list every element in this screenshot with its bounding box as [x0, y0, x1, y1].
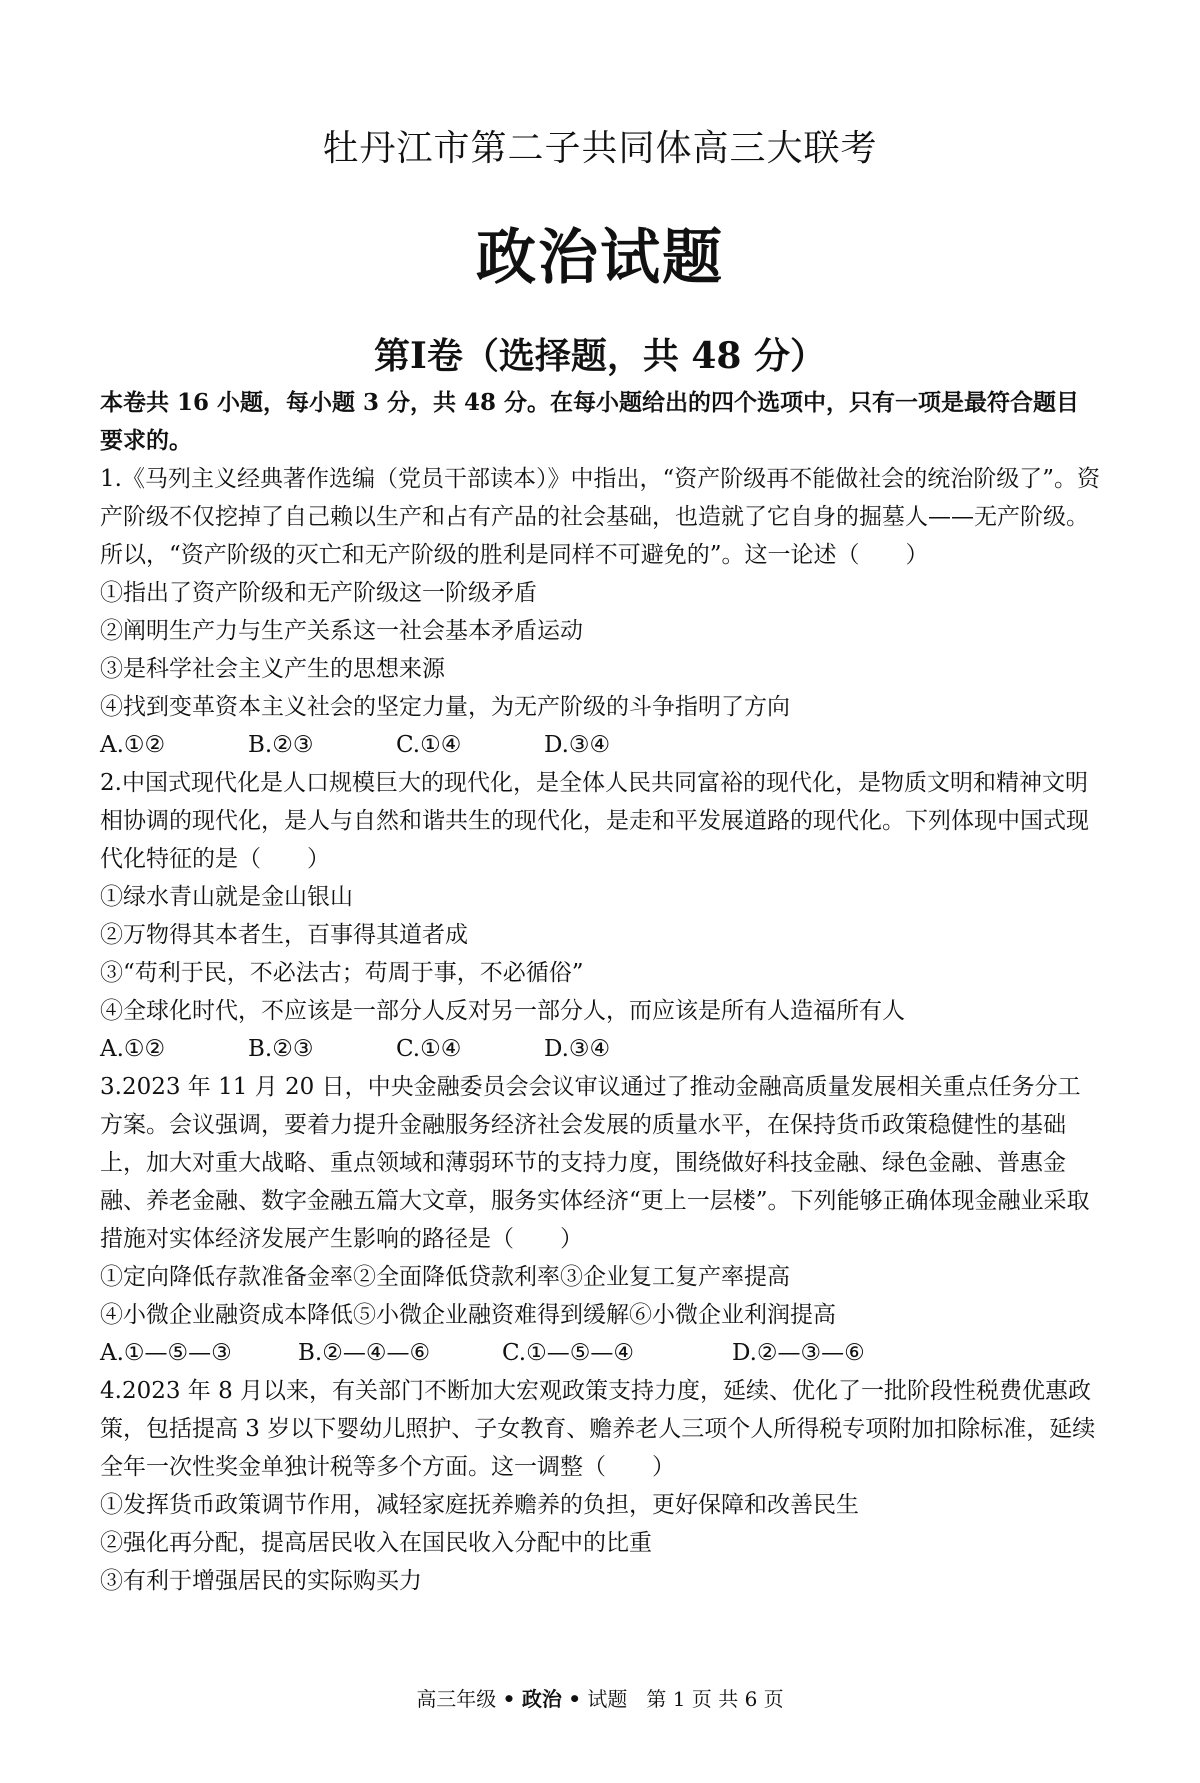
page-footer — [0, 1683, 1200, 1712]
question-item: ①定向降低存款准备金率②全面降低贷款利率③企业复工复产率提高 — [100, 1264, 790, 1290]
option-a: A.①② — [100, 1036, 166, 1062]
question-stem: 4.2023 年 8 月以来，有关部门不断加大宏观政策支持力度，延续、优化了一批阶段性税费优惠政策，包括提高 3 岁以下婴幼儿照护、子女教育、赡养老人三项个人所得税专项附加扣除标准，延续全年一次性奖金单独计税等多个方面。这一调整（ ） — [100, 1378, 1096, 1480]
instructions: 本卷共 16 小题，每小题 3 分，共 48 分。在每小题给出的四个选项中，只有一项是最符合题目要求的。 — [100, 389, 1080, 454]
question-item: ③是科学社会主义产生的思想来源 — [100, 656, 445, 682]
question-item: ④找到变革资本主义社会的坚定力量，为无产阶级的斗争指明了方向 — [100, 694, 790, 720]
answer-options — [100, 726, 1102, 764]
question-item: ②强化再分配，提高居民收入在国民收入分配中的比重 — [100, 1530, 652, 1556]
option-b: B.②—④—⑥ — [298, 1340, 431, 1366]
footer-dot: • — [568, 1687, 581, 1711]
question-3 — [100, 1068, 1102, 1372]
subject-title: 政治试题 — [476, 223, 724, 293]
option-d: D.②—③—⑥ — [732, 1340, 865, 1366]
question-content — [100, 384, 1102, 1600]
question-item: ④全球化时代，不应该是一部分人反对另一部分人，而应该是所有人造福所有人 — [100, 998, 905, 1024]
question-stem: 2.中国式现代化是人口规模巨大的现代化，是全体人民共同富裕的现代化，是物质文明和精神文明相协调的现代化，是人与自然和谐共生的现代化，是走和平发展道路的现代化。下列体现中国式现代化特征的是（ ） — [100, 770, 1089, 872]
question-stem: 3.2023 年 11 月 20 日，中央金融委员会会议审议通过了推动金融高质量发展相关重点任务分工方案。会议强调，要着力提升金融服务经济社会发展的质量水平，在保持货币政策稳健性的基础上，加大对重大战略、重点领域和薄弱环节的支持力度，围绕做好科技金融、绿色金融、普惠金融、养老金融、数字金融五篇大文章，服务实体经济“更上一层楼”。下列能够正确体现金融业采取措施对实体经济发展产生影响的路径是（ ） — [100, 1074, 1090, 1252]
option-a: A.①② — [100, 732, 166, 758]
exam-title: 牡丹江市第二子共同体高三大联考 — [322, 128, 878, 169]
footer-page-number: 第 1 页 共 6 页 — [646, 1687, 784, 1711]
option-d: D.③④ — [544, 1036, 611, 1062]
option-b: B.②③ — [248, 732, 314, 758]
footer-subject: 政治 — [521, 1687, 562, 1711]
option-c: C.①④ — [396, 1036, 462, 1062]
option-d: D.③④ — [544, 732, 611, 758]
question-item: ①发挥货币政策调节作用，减轻家庭抚养赡养的负担，更好保障和改善民生 — [100, 1492, 859, 1518]
option-b: B.②③ — [248, 1036, 314, 1062]
section-title: 第Ⅰ卷（选择题，共 48 分） — [373, 335, 826, 377]
footer-kind: 试题 — [587, 1687, 628, 1711]
answer-options — [100, 1334, 1102, 1372]
answer-options — [100, 1030, 1102, 1068]
question-4 — [100, 1372, 1102, 1600]
question-stem: 1.《马列主义经典著作选编（党员干部读本）》中指出，“资产阶级再不能做社会的统治阶级了”。资产阶级不仅挖掉了自己赖以生产和占有产品的社会基础，也造就了它自身的掘墓人——无产阶级。所以，“资产阶级的灭亡和无产阶级的胜利是同样不可避免的”。这一论述（ ） — [100, 466, 1100, 568]
question-item: ①绿水青山就是金山银山 — [100, 884, 353, 910]
option-a: A.①—⑤—③ — [100, 1340, 232, 1366]
question-item: ③有利于增强居民的实际购买力 — [100, 1568, 422, 1594]
footer-dot: • — [502, 1687, 516, 1711]
question-item: ②万物得其本者生，百事得其道者成 — [100, 922, 468, 948]
question-item: ③“苟利于民，不必法古；苟周于事，不必循俗” — [100, 960, 584, 986]
question-item: ②阐明生产力与生产关系这一社会基本矛盾运动 — [100, 618, 583, 644]
question-item: ④小微企业融资成本降低⑤小微企业融资难得到缓解⑥小微企业利润提高 — [100, 1302, 836, 1328]
footer-grade: 高三年级 — [416, 1687, 497, 1711]
question-2 — [100, 764, 1102, 1068]
option-c: C.①—⑤—④ — [502, 1340, 634, 1366]
question-1 — [100, 460, 1102, 764]
option-c: C.①④ — [396, 732, 462, 758]
question-item: ①指出了资产阶级和无产阶级这一阶级矛盾 — [100, 580, 537, 606]
